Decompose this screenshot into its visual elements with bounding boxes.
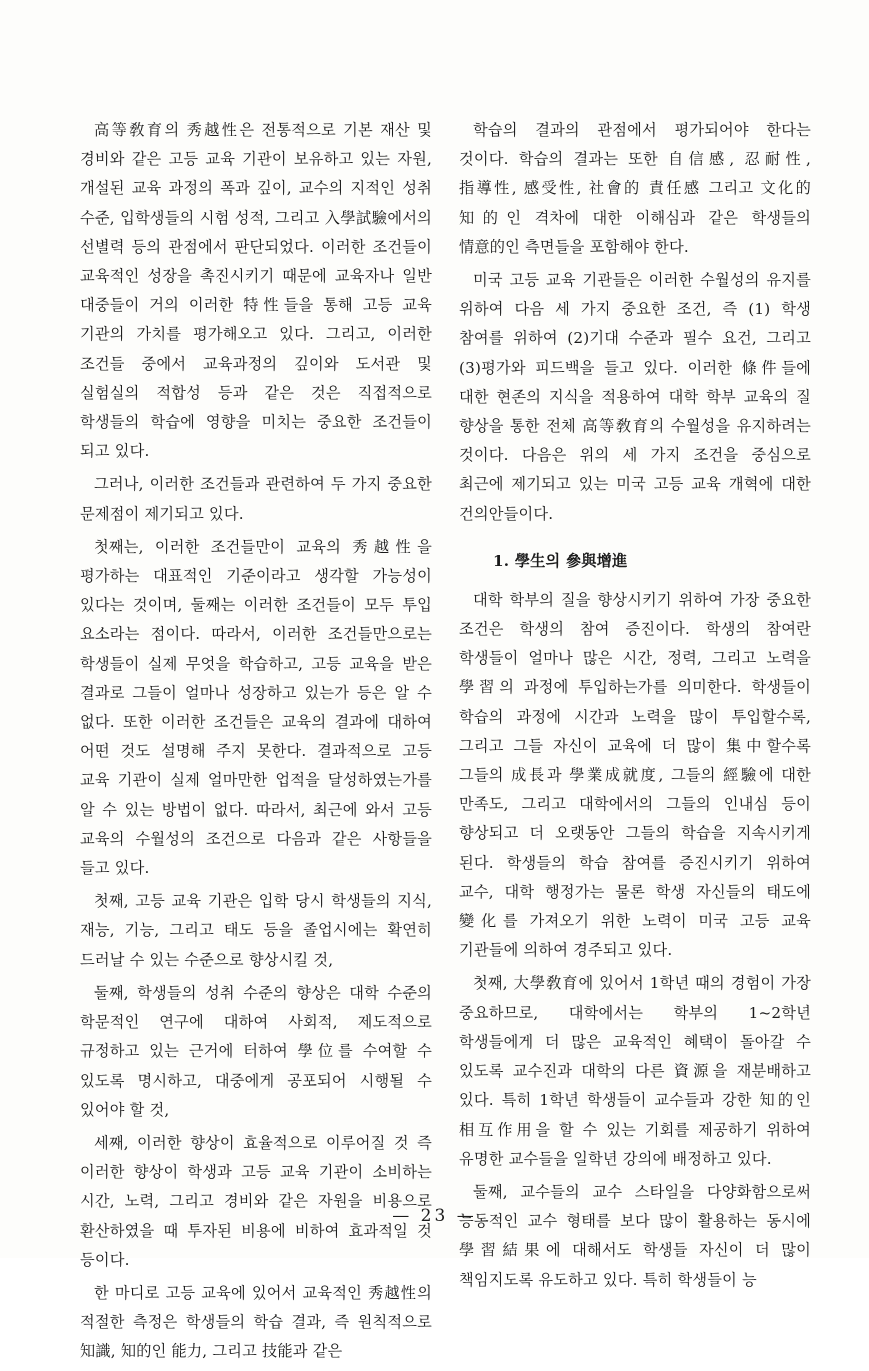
paragraph: 학습의 결과의 관점에서 평가되어야 한다는 것이다. 학습의 결과는 또한 自信感, 忍耐性, 指導性, 感受性, 社會的 責任感 그리고 文化的 知的인 격차에 대한 이해심과 같은 학생들의 情意的인 측면들을 포함해야 한다.	[459, 121, 811, 256]
section-heading: 1. 學生의 參與增進	[493, 551, 628, 570]
paragraph: 둘째, 학생들의 성취 수준의 향상은 대학 수준의 학문적인 연구에 대하여 사회적, 제도적으로 규정하고 있는 근거에 터하여 學位를 수여할 수 있도록 명시하고, 대중에게 공포되어 시행될 수 있어야 할 것,	[80, 983, 432, 1119]
page-number: — 23 —	[392, 1206, 477, 1226]
paragraph: 대학 학부의 질을 향상시키기 위하여 가장 중요한 조건은 학생의 참여 증진이다. 학생의 참여란 학생들이 얼마나 많은 시간, 정력, 그리고 노력을 學習의 과정에 투입하는가를 의미한다. 학생들이 학습의 과정에 시간과 노력을 많이 투입할수록, 그리고 그들 자신이 교육에 더 많이 集中할수록 그들의 成長과 學業成就度, 그들의 經驗에 대한 만족도, 그리고 대학에서의 그들의 인내심 등이 향상되고 더 오랫동안 그들의 학습을 지속시키게 된다. 학생들의 학습 참여를 증진시키기 위하여 교수, 대학 행정가는 물론 학생 자신들의 태도에 變化를 가져오기 위한 노력이 미국 고등 교육 기관들에 의하여 경주되고 있다.	[459, 590, 811, 960]
left-column	[80, 116, 432, 1371]
right-column	[459, 116, 811, 1299]
paragraph: 첫째, 大學敎育에 있어서 1학년 때의 경험이 가장 중요하므로, 대학에서는 학부의 1~2학년 학생들에게 더 많은 교육적인 혜택이 돌아갈 수 있도록 교수진과 대학의 다른 資源을 재분배하고 있다. 특히 1학년 학생들이 교수들과 강한 知的인 相互作用을 할 수 있는 기회를 제공하기 위하여 유명한 교수들을 일학년 강의에 배정하고 있다.	[459, 974, 811, 1168]
paragraph: 그러나, 이러한 조건들과 관련하여 두 가지 중요한 문제점이 제기되고 있다.	[80, 475, 432, 523]
paragraph: 한 마디로 고등 교육에 있어서 교육적인 秀越性의 적절한 측정은 학생들의 학습 결과, 즉 원칙적으로 知識, 知的인 能力, 그리고 技能과 같은	[80, 1283, 432, 1361]
paragraph: 둘째, 교수들의 교수 스타일을 다양화함으로써 능동적인 교수 형태를 보다 많이 활용하는 동시에 學習結果에 대해서도 학생들 자신이 더 많이 책임지도록 유도하고 있다. 특히 학생들이 능	[459, 1182, 811, 1289]
paragraph: 세째, 이러한 향상이 효율적으로 이루어질 것 즉 이러한 향상이 학생과 고등 교육 기관이 소비하는 시간, 노력, 그리고 경비와 같은 자원을 비용으로 환산하였을 때 투자된 비용에 비하여 효과적일 것 등이다.	[80, 1133, 432, 1269]
paragraph: 미국 고등 교육 기관들은 이러한 수월성의 유지를 위하여 다음 세 가지 중요한 조건, 즉 (1) 학생 참여를 위하여 (2)기대 수준과 필수 요건, 그리고 (3)평가와 피드백을 들고 있다. 이러한 條件들에 대한 현존의 지식을 적용하여 대학 학부 교육의 질 향상을 통한 전체 高等敎育의 수월성을 유지하려는 것이다. 다음은 위의 세 가지 조건을 중심으로 최근에 제기되고 있는 미국 고등 교육 개혁에 대한 건의안들이다.	[459, 271, 811, 523]
paragraph: 첫째는, 이러한 조건들만이 교육의 秀越性을 평가하는 대표적인 기준이라고 생각할 가능성이 있다는 것이며, 둘째는 이러한 조건들이 모두 투입 요소라는 점이다. 따라서, 이러한 조건들만으로는 학생들이 실제 무엇을 학습하고, 고등 교육을 받은 결과로 그들이 얼마나 성장하고 있는가 등은 알 수 없다. 또한 이러한 조건들은 교육의 결과에 대하여 어떤 것도 설명해 주지 못한다. 결과적으로 고등 교육 기관이 실제 얼마만한 업적을 달성하였는가를 알 수 있는 방법이 없다. 따라서, 최근에 와서 고등 교육의 수월성의 조건으로 다음과 같은 사항들을 들고 있다.	[80, 537, 432, 878]
paragraph: 高等敎育의 秀越性은 전통적으로 기본 재산 및 경비와 같은 고등 교육 기관이 보유하고 있는 자원, 개설된 교육 과정의 폭과 깊이, 교수의 지적인 성취 수준, 입학생들의 시험 성적, 그리고 入學試驗에서의 선별력 등의 관점에서 판단되었다. 이러한 조건들이 교육적인 성장을 촉진시키기 때문에 교육자나 일반 대중들이 거의 이러한 特性들을 통해 고등 교육 기관의 가치를 평가해오고 있다. 그리고, 이러한 조건들 중에서 교육과정의 깊이와 도서관 및 실험실의 적합성 등과 같은 것은 직접적으로 학생들의 학습에 영향을 미치는 중요한 조건들이 되고 있다.	[80, 121, 432, 461]
paragraph: 첫째, 고등 교육 기관은 입학 당시 학생들의 지식, 재능, 기능, 그리고 태도 등을 졸업시에는 확연히 드러날 수 있는 수준으로 향상시킬 것,	[80, 892, 432, 969]
